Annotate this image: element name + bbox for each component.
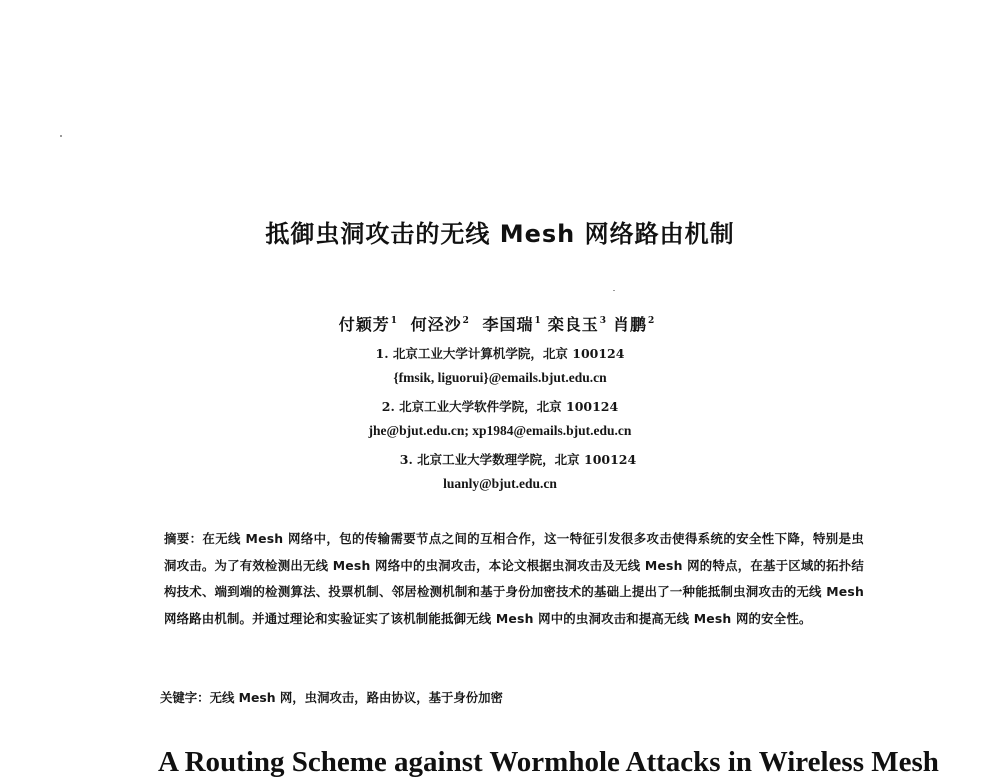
abstract: [164, 526, 864, 632]
author-affiliation-mark: 2: [462, 316, 470, 326]
author-affiliation-mark: 1: [390, 316, 398, 326]
affiliation-3-email: luanly@bjut.edu.cn: [443, 476, 557, 491]
author-list: [0, 312, 1000, 335]
affiliation-3: 3. 北京工业大学数理学院，北京 100124: [399, 452, 637, 467]
keywords-label: 关键字：: [160, 690, 210, 705]
abstract-text: 在无线 Mesh 网络中，包的传输需要节点之间的互相合作，这一特征引发很多攻击使得系统的安全性下降，特别是虫洞攻击。为了有效检测出无线 Mesh 网络中的虫洞攻击，本论文根据虫洞攻击及无线 Mesh 网的特点，在基于区域的拓扑结构技术、端到端的检测算法、投票机制、邻居检测机制和基于身份加密技术的基础上提出了一种能抵制虫洞攻击的无线 Mesh 网络路由机制。并通过理论和实验证实了该机制能抵御无线 Mesh 网中的虫洞攻击和提高无线 Mesh 网的安全性。: [164, 531, 864, 626]
author-affiliation-mark: 2: [648, 316, 656, 326]
keywords-text: 无线 Mesh 网，虫洞攻击，路由协议，基于身份加密: [209, 690, 503, 705]
keywords: [160, 688, 503, 706]
scan-speck: [613, 290, 615, 291]
scan-speck: [60, 135, 62, 137]
author-name: 栾良玉: [547, 315, 599, 334]
author-affiliation-mark: 1: [534, 316, 542, 326]
abstract-label: 摘要：: [164, 531, 203, 546]
author-affiliation-mark: 3: [599, 316, 607, 326]
author-name: 付颖芳: [338, 315, 390, 334]
affiliation-2: 2. 北京工业大学软件学院，北京 100124: [381, 399, 619, 414]
author-name: 李国瑞: [482, 315, 534, 334]
affiliation-1-email: {fmsik, liguorui}@emails.bjut.edu.cn: [393, 370, 607, 385]
paper-title-en: A Routing Scheme against Wormhole Attacks in Wireless Mesh: [158, 746, 939, 778]
paper-title-cn: 抵御虫洞攻击的无线 Mesh 网络路由机制: [265, 220, 735, 248]
affiliation-1: 1. 北京工业大学计算机学院，北京 100124: [375, 346, 625, 361]
author-name: 肖鹏: [613, 315, 648, 334]
affiliation-2-email: jhe@bjut.edu.cn; xp1984@emails.bjut.edu.cn: [368, 423, 632, 438]
author-name: 何泾沙: [410, 315, 462, 334]
